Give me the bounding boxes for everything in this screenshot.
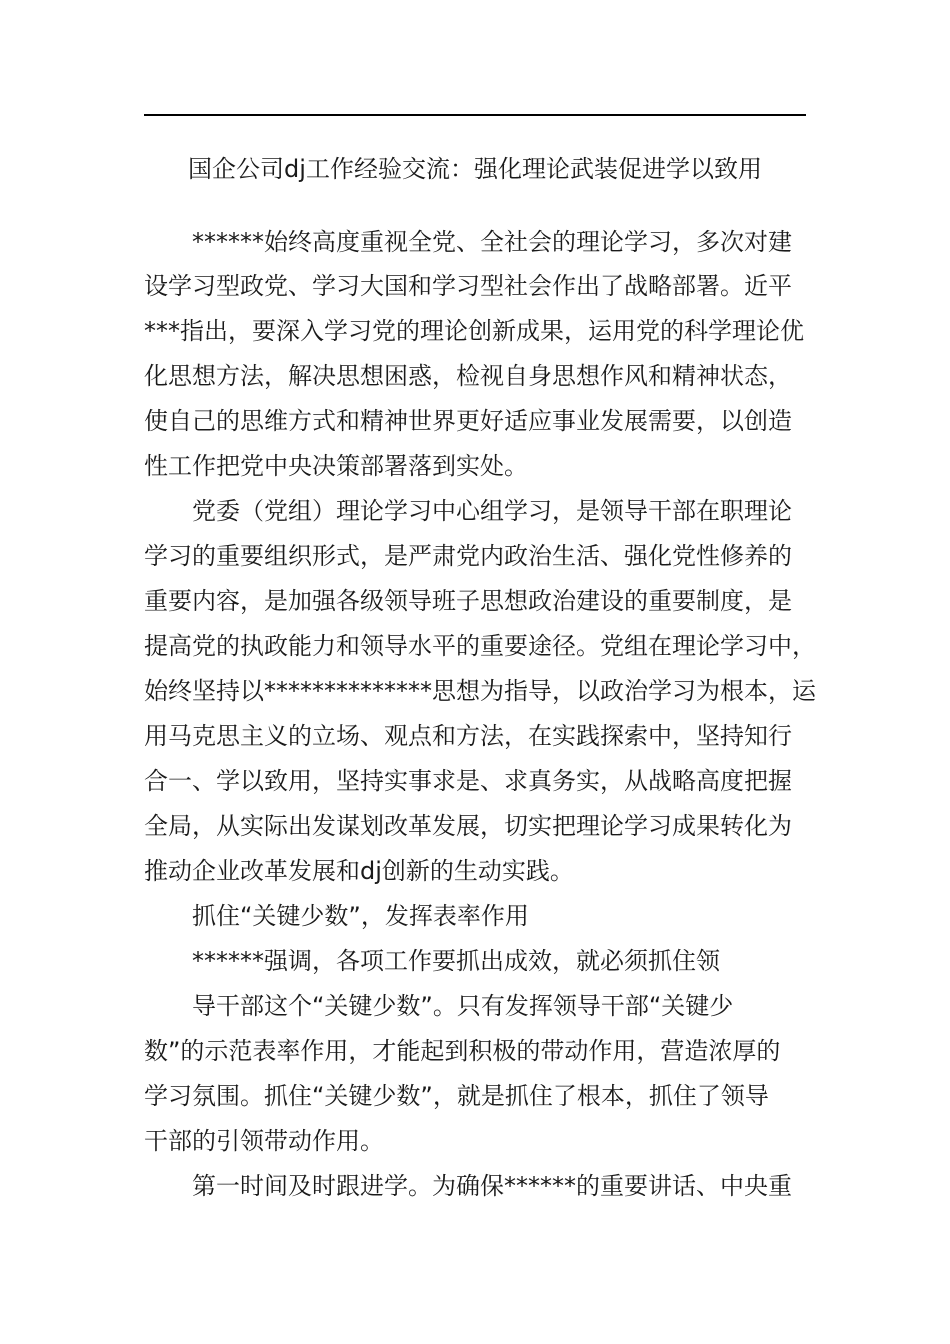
body-line: 使自己的思维方式和精神世界更好适应事业发展需要，以创造 (144, 407, 792, 435)
body-line: 合一、学以致用，坚持实事求是、求真务实，从战略高度把握 (144, 767, 792, 795)
body-line: 用马克思主义的立场、观点和方法，在实践探索中，坚持知行 (144, 722, 792, 750)
body-line: 学习氛围。抓住“关键少数”，就是抓住了根本，抓住了领导 (144, 1082, 769, 1110)
body-line: 干部的引领带动作用。 (144, 1127, 384, 1155)
body-line: 推动企业改革发展和dj创新的生动实践。 (144, 857, 574, 885)
body-line: 化思想方法，解决思想困惑，检视自身思想作风和精神状态， (144, 362, 792, 390)
body-line: 性工作把党中央决策部署落到实处。 (144, 452, 528, 480)
body-line: 第一时间及时跟进学。为确保******的重要讲话、中央重 (192, 1172, 792, 1200)
body-line: ******强调，各项工作要抓出成效，就必须抓住领 (192, 947, 720, 975)
body-line: 全局，从实际出发谋划改革发展，切实把理论学习成果转化为 (144, 812, 792, 840)
body-line: 党委（党组）理论学习中心组学习，是领导干部在职理论 (192, 497, 792, 525)
body-line: 设学习型政党、学习大国和学习型社会作出了战略部署。近平 (144, 272, 792, 300)
body-line: 重要内容，是加强各级领导班子思想政治建设的重要制度，是 (144, 587, 792, 615)
body-line: 学习的重要组织形式，是严肃党内政治生活、强化党性修养的 (144, 542, 792, 570)
body-line: ******始终高度重视全党、全社会的理论学习，多次对建 (192, 228, 792, 256)
body-line: ***指出，要深入学习党的理论创新成果，运用党的科学理论优 (144, 317, 804, 345)
body-line: 导干部这个“关键少数”。只有发挥领导干部“关键少 (192, 992, 734, 1020)
section-heading: 抓住“关键少数”，发挥表率作用 (192, 902, 529, 930)
body-line: 始终坚持以**************思想为指导，以政治学习为根本，运 (144, 677, 816, 705)
header-rule (144, 114, 806, 116)
body-line: 提高党的执政能力和领导水平的重要途径。党组在理论学习中， (144, 632, 816, 660)
body-line: 数”的示范表率作用，才能起到积极的带动作用，营造浓厚的 (144, 1037, 781, 1065)
document-title: 国企公司dj工作经验交流：强化理论武装促进学以致用 (188, 155, 762, 183)
